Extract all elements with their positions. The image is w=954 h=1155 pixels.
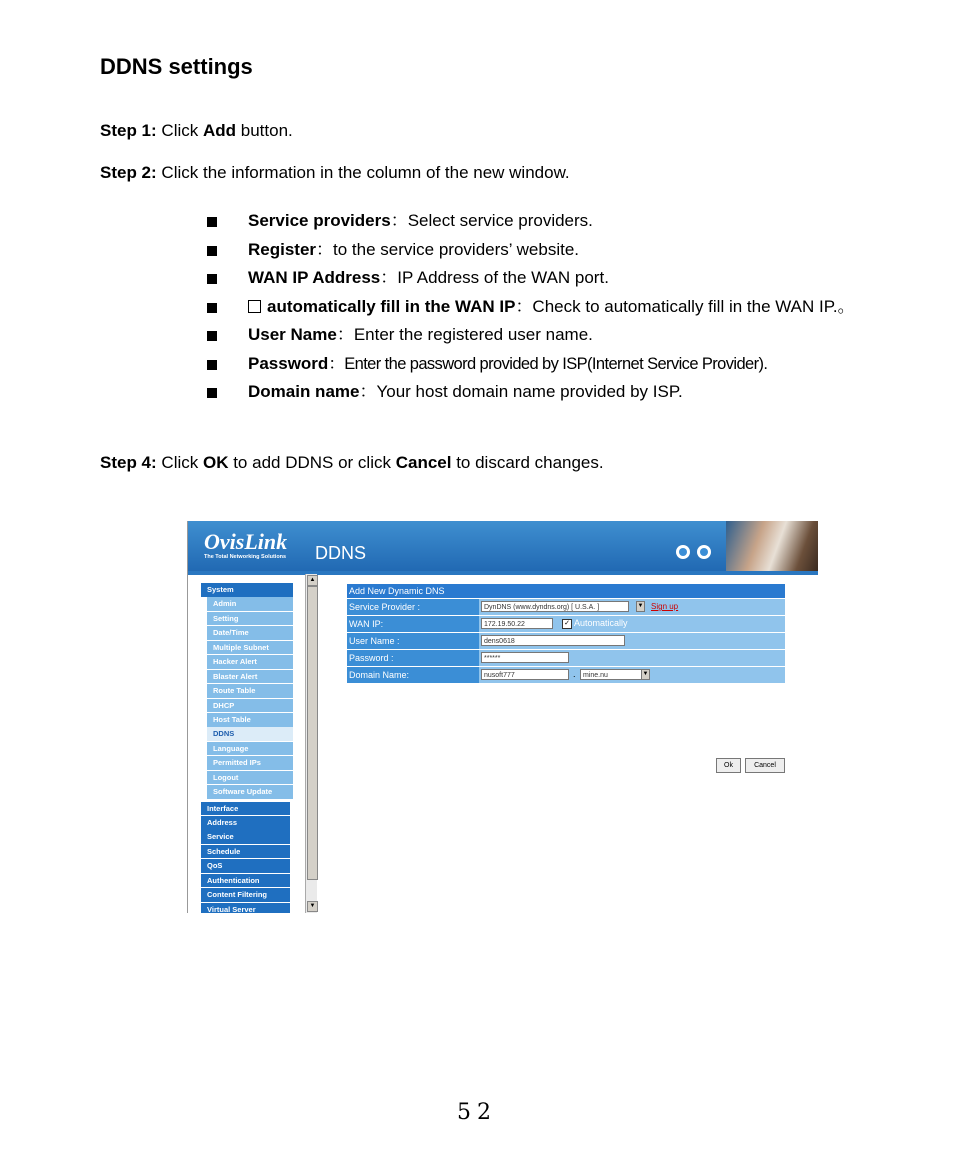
sidebar-item-system[interactable]: System: [201, 583, 293, 597]
step-1: [100, 121, 293, 141]
step-2-label: Step 2:: [100, 163, 157, 182]
password-row: [347, 650, 785, 666]
list-item: Service providers：Select service providers.: [204, 207, 914, 236]
bullet-list: [204, 207, 914, 407]
page-number: 52: [457, 1100, 497, 1125]
service-provider-row: [347, 599, 785, 615]
sidebar-item-multiple-subnet[interactable]: Multiple Subnet: [207, 641, 293, 655]
service-provider-select[interactable]: DynDNS (www.dyndns.org) [ U.S.A. ]: [481, 601, 629, 612]
user-name-label: User Name :: [347, 633, 479, 649]
page-title: DDNS settings: [100, 54, 253, 79]
list-item: WAN IP Address：IP Address of the WAN port.: [204, 264, 914, 293]
banner: [188, 521, 818, 571]
list-item: Domain name：Your host domain name provided by ISP.: [204, 378, 914, 407]
sidebar-item-authentication[interactable]: Authentication: [201, 874, 290, 888]
domain-name-input[interactable]: nusoft777: [481, 669, 569, 680]
sidebar-item-service[interactable]: Service: [201, 830, 290, 844]
domain-separator: .: [573, 669, 576, 679]
domain-name-row: [347, 667, 785, 683]
sidebar-item-interface[interactable]: Interface: [201, 802, 290, 816]
service-provider-label: Service Provider :: [347, 599, 479, 615]
sidebar-item-language[interactable]: Language: [207, 742, 293, 756]
scroll-up-icon[interactable]: ▲: [307, 575, 318, 586]
step-2-text: Click the information in the column of the new window.: [161, 163, 570, 182]
sidebar-item-permitted-ips[interactable]: Permitted IPs: [207, 756, 293, 770]
sidebar-item-ddns[interactable]: DDNS: [207, 727, 293, 741]
cancel-button[interactable]: Cancel: [745, 758, 785, 773]
logo-tagline: The Total Networking Solutions: [204, 554, 287, 560]
automatically-checkbox[interactable]: ✓: [562, 619, 572, 629]
password-label: Password :: [347, 650, 479, 666]
sidebar-item-address[interactable]: Address: [201, 816, 290, 830]
sidebar-item-setting[interactable]: Setting: [207, 612, 293, 626]
sidebar-item-logout[interactable]: Logout: [207, 771, 293, 785]
sidebar-item-software-update[interactable]: Software Update: [207, 785, 293, 799]
chevron-down-icon[interactable]: ▼: [636, 601, 645, 612]
checkbox-icon: [248, 300, 261, 313]
wan-ip-label: WAN IP:: [347, 616, 479, 632]
automatically-label: Automatically: [574, 618, 628, 628]
wan-ip-input[interactable]: 172.19.50.22: [481, 618, 553, 629]
user-name-input[interactable]: dens0618: [481, 635, 625, 646]
domain-name-label: Domain Name:: [347, 667, 479, 683]
sidebar-item-virtual-server[interactable]: Virtual Server: [201, 903, 290, 913]
sidebar-item-blaster-alert[interactable]: Blaster Alert: [207, 670, 293, 684]
sidebar-item-date-time[interactable]: Date/Time: [207, 626, 293, 640]
sidebar-item-admin[interactable]: Admin: [207, 597, 293, 611]
step-1-post: button.: [236, 121, 293, 140]
step-4-ok: OK: [202, 453, 229, 472]
step-1-add: Add: [202, 121, 237, 140]
step-4: Step 4: Click OK to add DDNS or click Cancel to discard changes.: [100, 453, 604, 472]
globe-icon: [674, 543, 718, 561]
ddns-screenshot: [187, 521, 818, 913]
ok-button[interactable]: Ok: [716, 758, 741, 773]
domain-suffix-select[interactable]: mine.nu: [580, 669, 642, 680]
sidebar-item-content-filtering[interactable]: Content Filtering: [201, 888, 290, 902]
list-item: automatically fill in the WAN IP：Check to automatically fill in the WAN IP.。: [204, 293, 914, 322]
ddns-form: [347, 584, 785, 769]
list-item: Register：to the service providers’ website.: [204, 236, 914, 265]
step-1-pre: Click: [161, 121, 203, 140]
scroll-thumb[interactable]: [307, 586, 318, 880]
step-1-label: Step 1:: [100, 121, 157, 140]
chevron-down-icon[interactable]: ▼: [641, 669, 650, 680]
step-4-label: Step 4:: [100, 453, 157, 472]
step-2: [100, 163, 570, 183]
sign-up-link[interactable]: Sign up: [651, 602, 679, 611]
wan-ip-row: [347, 616, 785, 632]
password-input[interactable]: ******: [481, 652, 569, 663]
sidebar-item-qos[interactable]: QoS: [201, 859, 290, 873]
sidebar-item-hacker-alert[interactable]: Hacker Alert: [207, 655, 293, 669]
sidebar-item-dhcp[interactable]: DHCP: [207, 699, 293, 713]
sidebar-menu: [201, 583, 293, 913]
list-item: User Name：Enter the registered user name.: [204, 321, 914, 350]
menu-scrollbar[interactable]: [305, 574, 317, 913]
banner-photo: [726, 521, 818, 571]
sidebar-item-host-table[interactable]: Host Table: [207, 713, 293, 727]
scroll-down-icon[interactable]: ▼: [307, 901, 318, 912]
sidebar-item-route-table[interactable]: Route Table: [207, 684, 293, 698]
sidebar-item-schedule[interactable]: Schedule: [201, 845, 290, 859]
user-name-row: [347, 633, 785, 649]
screenshot-page-title: DDNS: [315, 543, 367, 563]
logo: OvisLink: [204, 529, 288, 554]
list-item: Password：Enter the password provided by ISP(Internet Service Provider).: [204, 350, 914, 379]
step-4-cancel: Cancel: [395, 453, 452, 472]
form-header: Add New Dynamic DNS: [347, 584, 785, 598]
